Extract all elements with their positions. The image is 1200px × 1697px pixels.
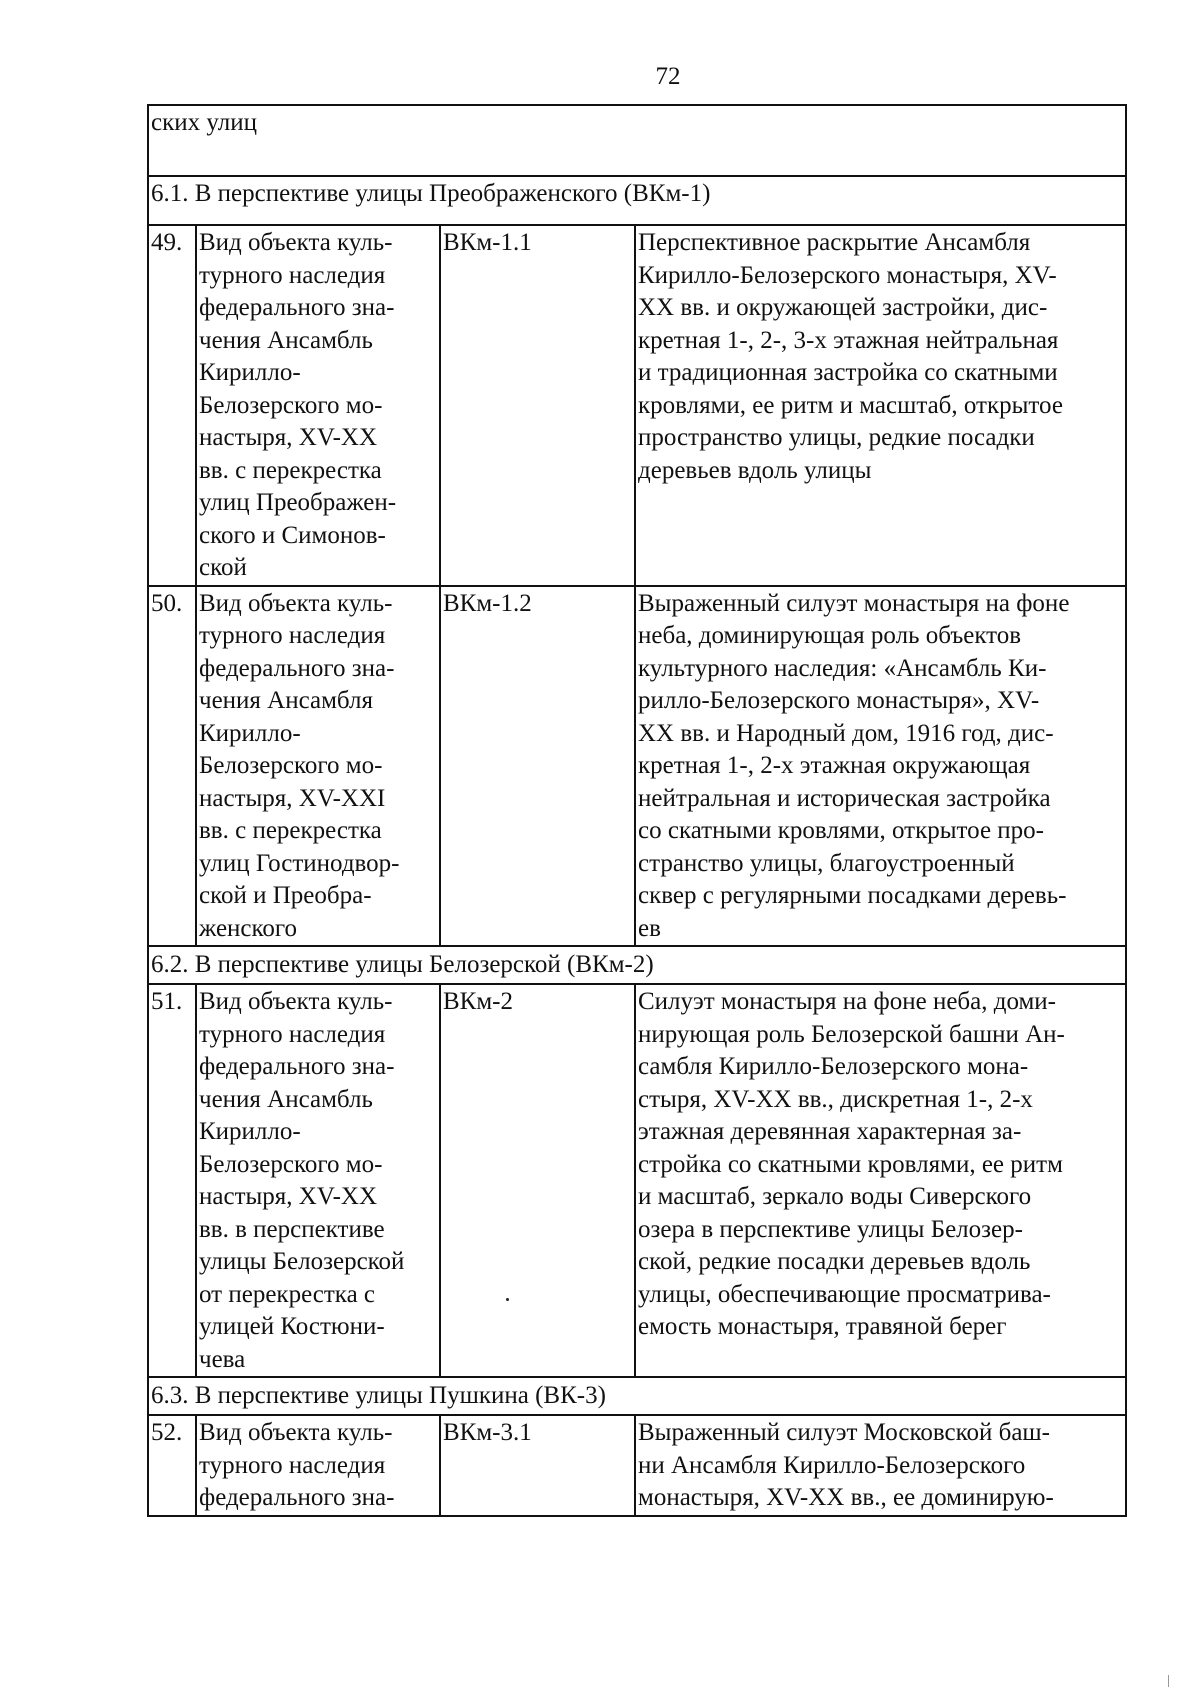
text-line: улицей Костюни-: [199, 1313, 385, 1340]
text-line: ской: [199, 554, 247, 581]
text-line: турного наследия: [199, 261, 386, 289]
text-line: ского и Симонов-: [199, 521, 386, 549]
text-line: чения Ансамбль: [199, 1085, 373, 1113]
view-code-cell: ВКм-3.1: [440, 1415, 635, 1516]
text-line: улиц Преображен-: [199, 489, 397, 516]
text-line: Кирилло-: [199, 359, 301, 386]
text-line: Выраженный силуэт монастыря на фоне: [638, 589, 1070, 617]
text-line: и масштаб, зеркало воды Сиверского: [638, 1183, 1032, 1210]
text-line: вв. с перекрестка: [199, 817, 382, 844]
text-line: монастыря, XV-XX вв., ее доминирую-: [638, 1484, 1054, 1511]
object-name-cell: [196, 1415, 440, 1516]
section-heading-row: [148, 1377, 1126, 1415]
text-line: странство улицы, благоустроенный: [638, 849, 1015, 877]
scan-speck: [506, 1298, 509, 1301]
text-line: нейтральная и историческая застройка: [638, 784, 1051, 812]
table-row: [148, 586, 1126, 947]
text-line: рилло-Белозерского монастыря», XV-: [638, 687, 1040, 714]
description-cell: [635, 1415, 1126, 1516]
text-line: Белозерского мо-: [199, 391, 383, 419]
text-line: Белозерского мо-: [199, 1150, 383, 1178]
text-line: пространство улицы, редкие посадки: [638, 424, 1035, 451]
text-line: ни Ансамбля Кирилло-Белозерского: [638, 1451, 1026, 1479]
text-line: Вид объекта куль-: [199, 589, 393, 617]
text-line: настыря, XV-XX: [199, 424, 378, 451]
text-line: улицы, обеспечивающие просматрива-: [638, 1280, 1051, 1308]
view-code-cell: ВКм-1.1: [440, 225, 635, 586]
table-row: [148, 1415, 1126, 1516]
text-line: Белозерского мо-: [199, 752, 383, 779]
text-line: со скатными кровлями, открытое про-: [638, 817, 1044, 844]
text-line: Кирилло-Белозерского монастыря, XV-: [638, 261, 1057, 289]
text-line: федерального зна-: [199, 1484, 395, 1511]
table-row: [148, 984, 1126, 1377]
text-line: деревьев вдоль улицы: [638, 456, 872, 484]
section-heading: 6.3. В перспективе улицы Пушкина (ВК-3): [148, 1377, 1126, 1415]
view-code-cell: ВКм-2: [440, 984, 635, 1377]
text-line: Вид объекта куль-: [199, 229, 393, 256]
row-number: 51.: [148, 984, 196, 1377]
text-line: турного наследия: [199, 1451, 386, 1479]
section-heading-row: [148, 176, 1126, 225]
text-line: нирующая роль Белозерской башни Ан-: [638, 1020, 1065, 1048]
text-line: ев: [638, 914, 661, 942]
row-number: 52.: [148, 1415, 196, 1516]
text-line: Перспективное раскрытие Ансамбля: [638, 229, 1031, 256]
section-heading: 6.2. В перспективе улицы Белозерской (ВКм-2): [148, 946, 1126, 984]
text-line: Вид объекта куль-: [199, 988, 393, 1015]
text-line: неба, доминирующая роль объектов: [638, 622, 1022, 649]
text-line: Вид объекта куль-: [199, 1419, 393, 1446]
description-cell: [635, 586, 1126, 947]
text-line: настыря, XV-XX: [199, 1183, 378, 1210]
row-number: 49.: [148, 225, 196, 586]
text-line: ской и Преобра-: [199, 882, 372, 909]
text-line: Кирилло-: [199, 719, 301, 747]
text-line: чения Ансамбль: [199, 326, 373, 354]
text-line: стыря, XV-XX вв., дискретная 1-, 2-х: [638, 1085, 1033, 1113]
text-line: стройка со скатными кровлями, ее ритм: [638, 1150, 1063, 1178]
text-line: культурного наследия: «Ансамбль Ки-: [638, 654, 1047, 682]
text-line: емость монастыря, травяной берег: [638, 1313, 1007, 1340]
text-line: женского: [199, 914, 298, 942]
table-row: [148, 225, 1126, 586]
text-line: вв. в перспективе: [199, 1215, 385, 1243]
description-cell: [635, 984, 1126, 1377]
text-line: кретная 1-, 2-, 3-х этажная нейтральная: [638, 326, 1059, 354]
text-line: Выраженный силуэт Московской баш-: [638, 1419, 1050, 1446]
text-line: сквер с регулярными посадками деревь-: [638, 882, 1067, 909]
text-line: от перекрестка с: [199, 1280, 376, 1308]
text-line: Силуэт монастыря на фоне неба, доми-: [638, 988, 1057, 1015]
object-name-cell: [196, 984, 440, 1377]
monuments-table: [147, 104, 1127, 1517]
text-line: кретная 1-, 2-х этажная окружающая: [638, 752, 1031, 779]
text-line: федерального зна-: [199, 294, 395, 321]
text-line: вв. с перекрестка: [199, 456, 382, 484]
text-line: федерального зна-: [199, 1053, 395, 1080]
scan-edge-mark: [1168, 1675, 1169, 1687]
text-line: ской, редкие посадки деревьев вдоль: [638, 1248, 1031, 1275]
view-code-cell: ВКм-1.2: [440, 586, 635, 947]
text-line: федерального зна-: [199, 654, 395, 682]
text-line: чева: [199, 1345, 246, 1373]
text-line: турного наследия: [199, 1020, 386, 1048]
text-line: XX вв. и окружающей застройки, дис-: [638, 294, 1048, 321]
description-cell: [635, 225, 1126, 586]
text-line: чения Ансамбля: [199, 687, 373, 714]
object-name-cell: [196, 225, 440, 586]
table-row-continuation: [148, 105, 1126, 176]
section-heading: 6.1. В перспективе улицы Преображенского (ВКм-1): [148, 176, 1126, 225]
object-name-cell: [196, 586, 440, 947]
row-number: 50.: [148, 586, 196, 947]
text-line: турного наследия: [199, 622, 386, 649]
text-line: самбля Кирилло-Белозерского мона-: [638, 1053, 1029, 1080]
text-line: Кирилло-: [199, 1118, 301, 1145]
continuation-cell: ских улиц: [148, 105, 1126, 176]
text-line: этажная деревянная характерная за-: [638, 1118, 1022, 1145]
text-line: настыря, XV-XXI: [199, 784, 386, 812]
section-heading-row: [148, 946, 1126, 984]
text-line: улиц Гостинодвор-: [199, 849, 400, 877]
text-line: озера в перспективе улицы Белозер-: [638, 1215, 1023, 1243]
text-line: и традиционная застройка со скатными: [638, 359, 1058, 386]
text-line: XX вв. и Народный дом, 1916 год, дис-: [638, 719, 1054, 747]
page-number: 72: [655, 63, 681, 90]
text-line: улицы Белозерской: [199, 1248, 405, 1275]
text-line: кровлями, ее ритм и масштаб, открытое: [638, 391, 1063, 419]
